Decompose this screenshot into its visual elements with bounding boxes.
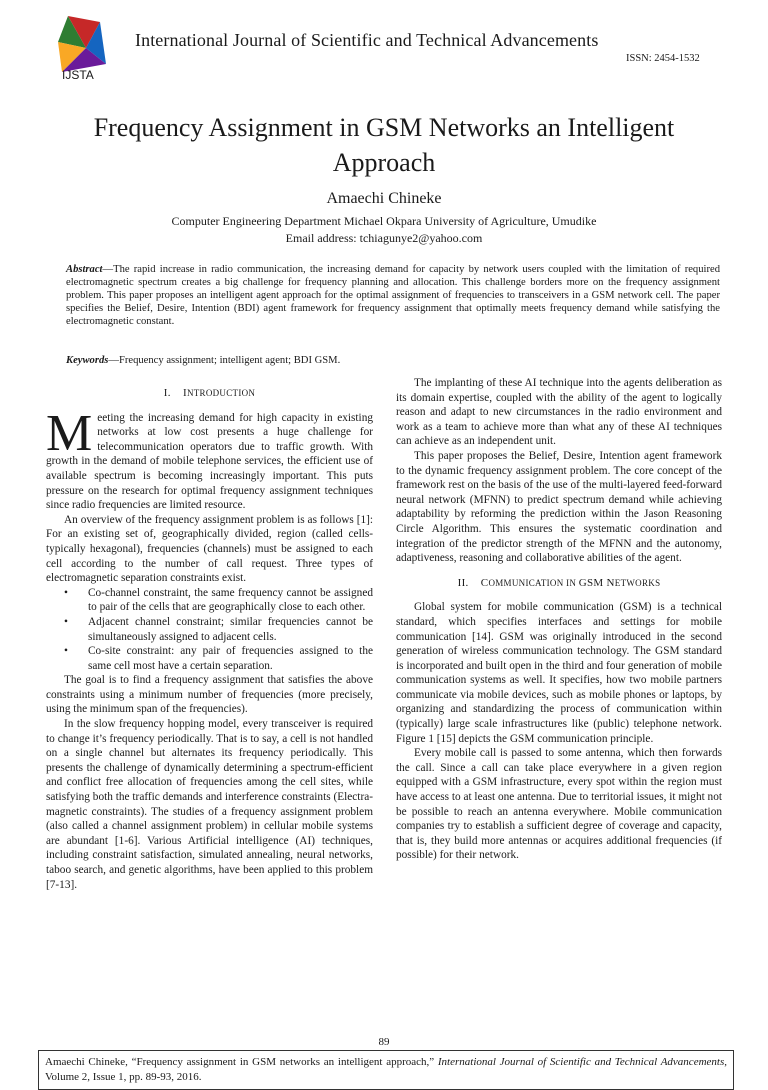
intro-paragraph-2: An overview of the frequency assignment problem is as follows [1]: For an existing set of, geographically divided, region (called cells-typically hexagonal), frequencies (channels) must be assigned to each cell according to the number of call request. Three types of electromagnetic separation constraints exist. — [46, 513, 373, 585]
drop-cap: M — [46, 404, 93, 462]
citation-journal: International Journal of Scientific and Technical Advancements — [437, 1056, 725, 1068]
abstract — [66, 263, 720, 328]
citation-box: Amaechi Chineke, “Frequency assignment in GSM networks an intelligent approach,” International Journal of Scientific and Technical Advancements, Volume 2, Issue 1, pp. 89-93, 2016. — [38, 1050, 734, 1090]
intro-paragraph-1: Meeting the increasing demand for high capacity in existing networks at low cost presents a huge challenge for telecommunication operators due to traffic growth. With growth in the demand of mobile telephone services, the efficient use of available spectrum is becoming increasingly important. This puts pressure on the research for optimal frequency assignment techniques since radio frequencies are limited resource. — [46, 404, 373, 512]
issn: ISSN: 2454-1532 — [626, 53, 700, 64]
affiliation: Computer Engineering Department Michael Okpara University of Agriculture, Umudike — [171, 214, 597, 228]
keywords-label: Keywords — [66, 355, 109, 366]
right-paragraph-3: Global system for mobile communication (GSM) is a technical standard, which specifies interfaces and settings for mobile communication [14]. GSM was originally introduced in the second generation of wireless communication technology. The GSM standard is incorporated and built open in the third and four generation of mobile communication systems as well. It specifies, how two mobile partners communicate via mobile devices, such as mobile phones or laptops, by organizing and standardizing the process of communication within (typically) large scale infrastructures like (public) telephone network. Figure 1 [15] depicts the GSM communication principle. — [396, 601, 722, 745]
right-paragraph-1: The implanting of these AI technique into the agents deliberation as its domain expertise, coupled with the ability of the agent to logically reason and adapt to new circumstances in the radio environment and work as a team to achieve more than what any of these AI techniques can achieve as an independent unit. — [396, 377, 722, 448]
section-heading-introduction: I. INTRODUCTION — [163, 387, 256, 399]
section-heading-communication: II. COMMUNICATION IN GSM NETWORKS — [457, 576, 661, 589]
affiliation-block — [0, 213, 768, 247]
left-column — [46, 384, 373, 892]
author-name: Amaechi Chineke — [326, 190, 442, 207]
list-item: • Co-channel constraint, the same frequency cannot be assigned to pair of the cells that are geographically close to each other. — [76, 586, 373, 615]
paper-title: Frequency Assignment in GSM Networks an Intelligent Approach — [93, 113, 675, 177]
right-paragraph-2: This paper proposes the Belief, Desire, Intention agent framework to the dynamic frequency assignment problem. The core concept of the framework rest on the basis of the use of the multi-layered feed-forward neural network (MFNN) to predict spectrum demand while achieving adaptability by reforming the prediction within the Jason Reasoning Circle Algorithm. This ensures the systematic coordination and integration of the predictor strength of the MFNN and the autonomy, adaptiveness, reasoning and collaborative abilities of the agent. — [396, 449, 722, 565]
keywords — [66, 355, 720, 366]
page-number: 89 — [378, 1036, 390, 1048]
intro-paragraph-4: In the slow frequency hopping model, every transceiver is required to change it’s frequency periodically. That is to say, a cell is not handled on a single channel but alternates its frequency periodically. This presents the challenge of dynamically determining a spectrum-efficient and conflict free allocation of frequencies among the cell sites, while satisfying both the traffic demands and interference constraints (Electra-magnetic constraints). The studies of a frequency assignment problem (also called a channel assignment problem) in cellular mobile systems are abundant [1-6]. Various Artificial intelligence (AI) techniques, including constraint satisfaction, simulated annealing, neural networks, taboo search, and genetic algorithms, have been applied to this problem [7-13]. — [46, 718, 373, 891]
intro-paragraph-3: The goal is to find a frequency assignment that satisfies the above constraints using a minimum number of frequencies (more precisely, using the minimum span of the frequencies). — [46, 674, 373, 716]
email: Email address: tchiagunye2@yahoo.com — [285, 231, 483, 245]
right-paragraph-4: Every mobile call is passed to some antenna, which then forwards the call. Since a call can take place everywhere in a given region equipped with a GSM infrastructure, every spot within the region must have access to at least one antenna. Due to territorial issues, it might not be possible to reach an antenna everywhere. Mobile communication companies try to establish a sufficient degree of coverage and capacity, that is, they build more antennas or acquires additional frequencies (if possible) for their network. — [396, 747, 722, 862]
journal-name: International Journal of Scientific and Technical Advancements — [135, 30, 599, 50]
abstract-label: Abstract — [66, 264, 103, 275]
right-column — [396, 376, 722, 863]
list-item: • Co-site constraint: any pair of frequencies assigned to the same cell most have a certain separation. — [76, 644, 373, 673]
list-item: • Adjacent channel constraint; similar frequencies cannot be simultaneously assigned to adjacent cells. — [76, 615, 373, 644]
keywords-text: —Frequency assignment; intelligent agent; BDI GSM. — [108, 355, 341, 366]
logo-text: IJSTA — [62, 68, 94, 82]
abstract-text: —The rapid increase in radio communication, the increasing demand for capacity by network users coupled with the limitation of required electromagnetic spectrum creates a big challenge for frequency planning and allocation. This challenge borders more on the frequency assignment problem. This paper proposes an intelligent agent approach for the optimal assignment of frequencies to transceivers in a GSM network cell. The paper specifies the Belief, Desire, Intention (BDI) agent framework for frequency assignment that optimally meets frequency demand while satisfying the electromagnetic constant. — [66, 264, 720, 328]
constraint-list — [46, 586, 373, 674]
